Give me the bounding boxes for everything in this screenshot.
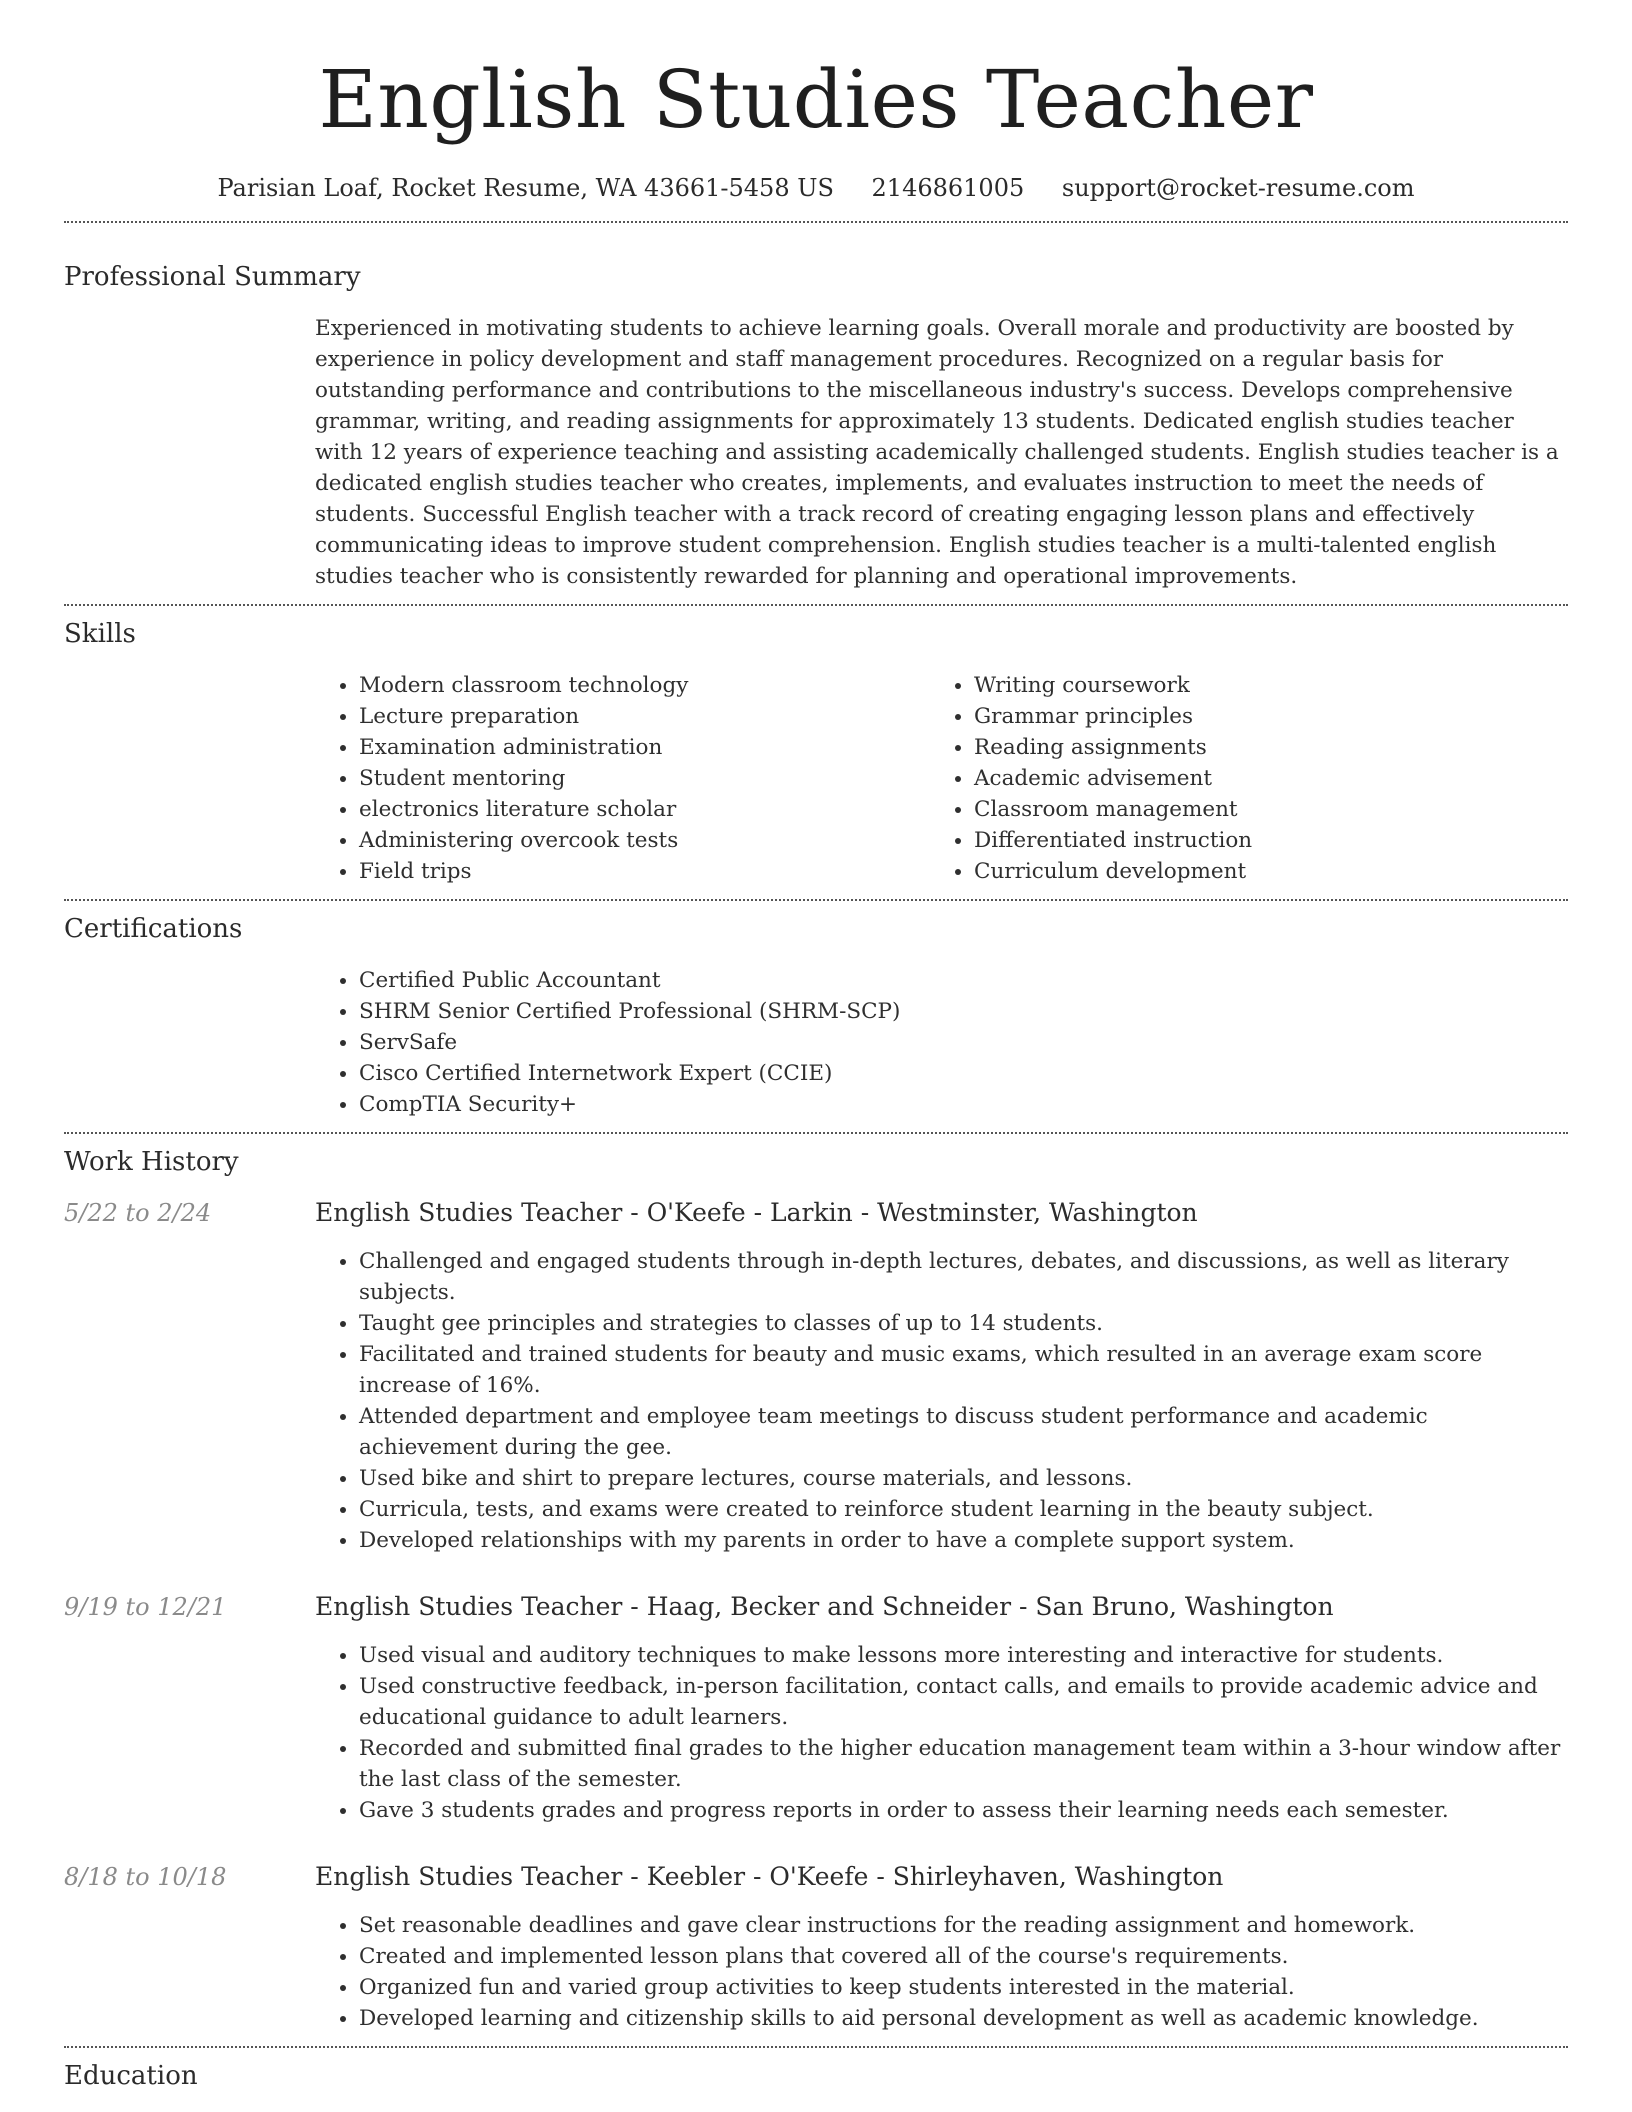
job-bullets bbox=[315, 1246, 1568, 1556]
skill-item: • Administering overcook tests bbox=[359, 825, 930, 856]
skill-item: • Classroom management bbox=[974, 794, 1545, 825]
skills-list bbox=[315, 670, 1568, 887]
certification-item: • Certified Public Accountant bbox=[359, 965, 1568, 996]
job-list bbox=[64, 1198, 1568, 2034]
skills-column-left bbox=[315, 670, 930, 887]
job-bullet: • Used constructive feedback, in-person facilitation, contact calls, and emails to provide academic advice and educational guidance to adult learners. bbox=[359, 1671, 1568, 1733]
job-bullet: • Recorded and submitted final grades to the higher education management team within a 3-hour window after the last class of the semester. bbox=[359, 1733, 1568, 1795]
job-entry bbox=[64, 1592, 1568, 1826]
section-title-education: Education bbox=[64, 2061, 198, 2091]
job-entry bbox=[64, 1198, 1568, 1556]
skill-item: • Reading assignments bbox=[974, 732, 1545, 763]
skill-item: • Field trips bbox=[359, 856, 930, 887]
summary-text: Experienced in motivating students to achieve learning goals. Overall morale and productivity are boosted by experience in policy development and staff management procedures. Recognized on a regular basis for outstanding performance and contributions to the miscellaneous industry's success. Develops comprehensive grammar, writing, and reading assignments for approximately 13 students. Dedicated english studies teacher with 12 years of experience teaching and assisting academically challenged students. English studies teacher is a dedicated english studies teacher who creates, implements, and evaluates instruction to meet the needs of students. Successful English teacher with a track record of creating engaging lesson plans and effectively communicating ideas to improve student comprehension. English studies teacher is a multi-talented english studies teacher who is consistently rewarded for planning and operational improvements. bbox=[315, 316, 1559, 589]
divider bbox=[64, 1132, 1568, 1134]
job-bullet: • Created and implemented lesson plans that covered all of the course's requirements. bbox=[359, 1941, 1568, 1972]
work-history-section bbox=[64, 1146, 1568, 2034]
job-title: English Studies Teacher - O'Keefe - Larkin - Westminster, Washington bbox=[315, 1198, 1198, 1227]
job-bullet: • Facilitated and trained students for beauty and music exams, which resulted in an average exam score increase of 16%. bbox=[359, 1339, 1568, 1401]
job-bullet: • Used bike and shirt to prepare lectures, course materials, and lessons. bbox=[359, 1463, 1568, 1494]
divider bbox=[64, 604, 1568, 606]
job-bullet: • Set reasonable deadlines and gave clear instructions for the reading assignment and homework. bbox=[359, 1910, 1568, 1941]
job-header bbox=[64, 1198, 1568, 1228]
skill-item: • Academic advisement bbox=[974, 763, 1545, 794]
job-bullet: • Developed learning and citizenship skills to aid personal development as well as academic knowledge. bbox=[359, 2003, 1568, 2034]
job-bullet: • Attended department and employee team meetings to discuss student performance and academic achievement during the gee. bbox=[359, 1401, 1568, 1463]
skill-item: • Lecture preparation bbox=[359, 701, 930, 732]
contact-phone: 2146861005 bbox=[871, 174, 1025, 202]
job-title: English Studies Teacher - Keebler - O'Keefe - Shirleyhaven, Washington bbox=[315, 1862, 1224, 1891]
skill-item: • Modern classroom technology bbox=[359, 670, 930, 701]
section-title-skills: Skills bbox=[64, 619, 136, 649]
certifications-list bbox=[315, 965, 1568, 1120]
job-header bbox=[64, 1592, 1568, 1622]
skill-item: • Student mentoring bbox=[359, 763, 930, 794]
skill-item: • Grammar principles bbox=[974, 701, 1545, 732]
job-bullets bbox=[315, 1640, 1568, 1826]
certifications-section bbox=[64, 913, 1568, 1120]
section-title-certifications: Certifications bbox=[64, 914, 243, 944]
job-bullet: • Challenged and engaged students through in-depth lectures, debates, and discussions, as well as literary subjects. bbox=[359, 1246, 1568, 1308]
skill-item: • Writing coursework bbox=[974, 670, 1545, 701]
certification-item: • CompTIA Security+ bbox=[359, 1089, 1568, 1120]
certification-item: • Cisco Certified Internetwork Expert (CCIE) bbox=[359, 1058, 1568, 1089]
education-section bbox=[64, 2060, 1568, 2092]
job-bullet: • Organized fun and varied group activities to keep students interested in the material. bbox=[359, 1972, 1568, 2003]
job-dates: 8/18 to 10/18 bbox=[64, 1863, 227, 1891]
divider bbox=[64, 2046, 1568, 2048]
certification-item: • SHRM Senior Certified Professional (SHRM-SCP) bbox=[359, 996, 1568, 1027]
job-bullet: • Used visual and auditory techniques to make lessons more interesting and interactive for students. bbox=[359, 1640, 1568, 1671]
job-bullet: • Gave 3 students grades and progress reports in order to assess their learning needs each semester. bbox=[359, 1795, 1568, 1826]
job-title: English Studies Teacher - Haag, Becker and Schneider - San Bruno, Washington bbox=[315, 1592, 1334, 1621]
skills-section bbox=[64, 618, 1568, 887]
contact-email: support@rocket-resume.com bbox=[1061, 174, 1415, 202]
skill-item: • Examination administration bbox=[359, 732, 930, 763]
job-entry bbox=[64, 1862, 1568, 2034]
section-title-work-history: Work History bbox=[64, 1147, 239, 1177]
certification-item: • ServSafe bbox=[359, 1027, 1568, 1058]
summary-section bbox=[64, 261, 1568, 592]
skill-item: • Curriculum development bbox=[974, 856, 1545, 887]
skill-item: • Differentiated instruction bbox=[974, 825, 1545, 856]
skill-item: • electronics literature scholar bbox=[359, 794, 930, 825]
job-bullet: • Taught gee principles and strategies to classes of up to 14 students. bbox=[359, 1308, 1568, 1339]
job-header bbox=[64, 1862, 1568, 1892]
contact-line bbox=[64, 173, 1568, 203]
skills-column-right bbox=[930, 670, 1545, 887]
job-dates: 9/19 to 12/21 bbox=[64, 1593, 227, 1621]
job-dates: 5/22 to 2/24 bbox=[64, 1199, 212, 1227]
section-title-summary: Professional Summary bbox=[64, 262, 361, 292]
divider bbox=[64, 221, 1568, 223]
job-bullet: • Developed relationships with my parents in order to have a complete support system. bbox=[359, 1525, 1568, 1556]
job-bullet: • Curricula, tests, and exams were created to reinforce student learning in the beauty subject. bbox=[359, 1494, 1568, 1525]
resume-page bbox=[64, 0, 1568, 2092]
divider bbox=[64, 899, 1568, 901]
resume-name: English Studies Teacher bbox=[318, 53, 1314, 146]
contact-address: Parisian Loaf, Rocket Resume, WA 43661-5458 US bbox=[217, 174, 834, 202]
job-bullets bbox=[315, 1910, 1568, 2034]
